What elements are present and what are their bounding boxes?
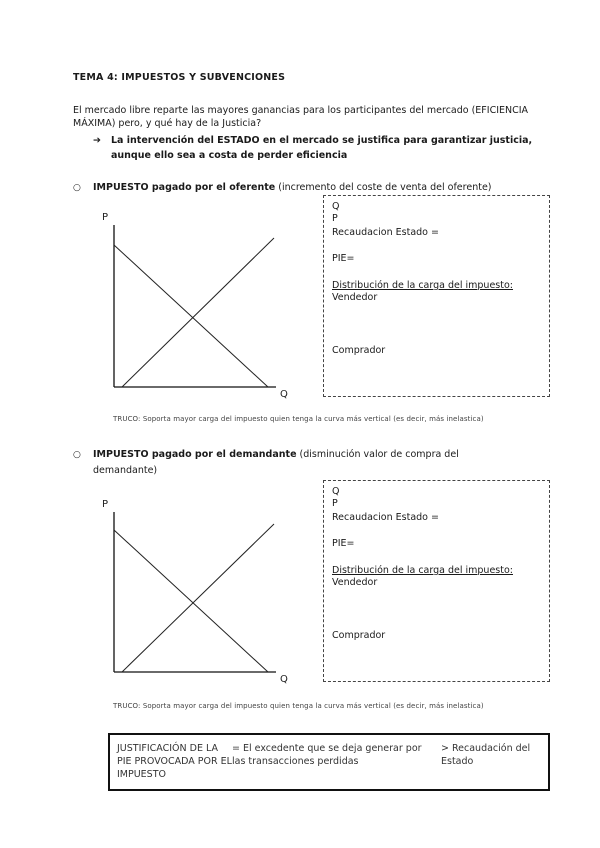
section-demandante-heading xyxy=(73,447,533,478)
section-oferente-rest: (incremento del coste de venta del oferente) xyxy=(275,182,492,193)
box-1-p: P xyxy=(332,213,338,224)
box-2-comprador: Comprador xyxy=(332,630,386,641)
supply-demand-graph-1 xyxy=(100,205,300,400)
section-oferente-bold: IMPUESTO pagado por el oferente xyxy=(93,182,276,193)
section-oferente-heading xyxy=(73,180,533,196)
bullet-circle-icon: ○ xyxy=(73,450,81,460)
box-2-p: P xyxy=(332,498,338,509)
box-2-q: Q xyxy=(332,486,340,497)
summary-col-excedente: = El excedente que se deja generar por las transacciones perdidas xyxy=(232,743,422,767)
graph-2-x-label: Q xyxy=(280,674,288,685)
key-statement-line-2: aunque ello sea a costa de perder eficiencia xyxy=(111,150,348,161)
bullet-circle-icon: ○ xyxy=(73,183,81,193)
arrow-right-icon: ➔ xyxy=(93,135,101,146)
page-title: TEMA 4: IMPUESTOS Y SUBVENCIONES xyxy=(73,72,286,83)
box-1-recaudacion: Recaudacion Estado = xyxy=(332,227,439,238)
graph-2-demand-curve xyxy=(114,530,268,672)
graph-1-y-label: P xyxy=(102,212,109,223)
key-statement-line-1: La intervención del ESTADO en el mercado se justifica para garantizar justicia, xyxy=(111,135,533,146)
box-1-comprador: Comprador xyxy=(332,345,386,356)
section-demandante-rest: (disminución valor de compra del xyxy=(296,449,459,460)
section-demandante-rest-2: demandante) xyxy=(93,465,158,476)
box-1-vendedor: Vendedor xyxy=(332,292,378,303)
summary-col-recaudacion: > Recaudación del Estado xyxy=(441,743,531,767)
box-1-distribucion: Distribución de la carga del impuesto: xyxy=(332,280,513,291)
section-demandante-bold: IMPUESTO pagado por el demandante xyxy=(93,449,297,460)
graph-1-x-label: Q xyxy=(280,389,288,400)
intro-paragraph: El mercado libre reparte las mayores ganancias para los participantes del mercado (EFICIENCIA MÁXIMA) pero, y qué hay de la Justicia? xyxy=(73,105,529,129)
summary-table xyxy=(108,733,550,791)
box-1-pie: PIE= xyxy=(332,253,355,264)
graph-2-supply-curve xyxy=(122,524,274,672)
box-2-recaudacion: Recaudacion Estado = xyxy=(332,512,439,523)
box-2-distribucion: Distribución de la carga del impuesto: xyxy=(332,565,513,576)
answer-box-1 xyxy=(323,195,550,397)
box-1-q: Q xyxy=(332,201,340,212)
box-2-vendedor: Vendedor xyxy=(332,577,378,588)
answer-box-2 xyxy=(323,480,550,682)
box-2-pie: PIE= xyxy=(332,538,355,549)
graph-1-supply-curve xyxy=(122,238,274,387)
graph-2-y-label: P xyxy=(102,499,109,510)
tip-note-2: TRUCO: Soporta mayor carga del impuesto quien tenga la curva más vertical (es decir, más inelastica) xyxy=(113,702,484,710)
key-statement xyxy=(93,133,532,163)
summary-col-justificacion: JUSTIFICACIÓN DE LA PIE PROVOCADA POR EL IMPUESTO xyxy=(117,743,232,780)
supply-demand-graph-2 xyxy=(100,492,300,687)
tip-note-1: TRUCO: Soporta mayor carga del impuesto quien tenga la curva más vertical (es decir, más inelastica) xyxy=(113,415,484,423)
